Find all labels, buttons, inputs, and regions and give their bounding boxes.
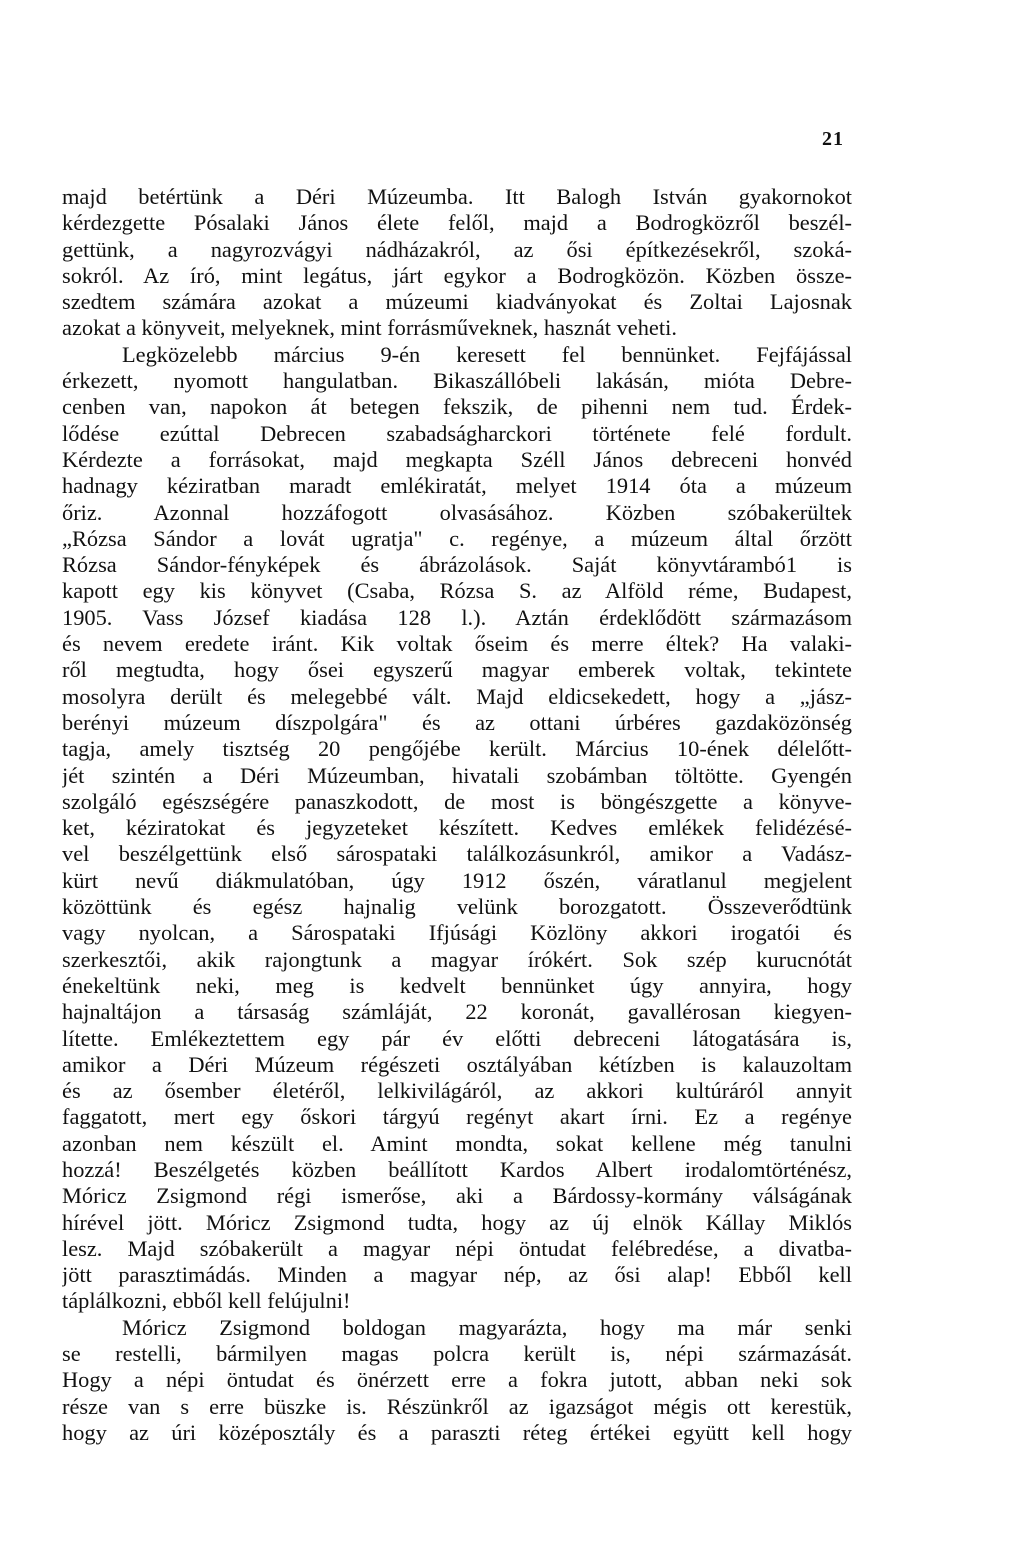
text-line: lesz. Majd szóbakerült a magyar népi öntudat felébredése, a divatba-: [62, 1235, 852, 1261]
text-line: hírével jött. Móricz Zsigmond tudta, hogy az új elnök Kállay Miklós: [62, 1209, 852, 1235]
text-line: ket, kéziratokat és jegyzeteket készített. Kedves emlékek felidézésé-: [62, 815, 852, 841]
text-line: azokat a könyveit, melyeknek, mint forrásműveknek, hasznát veheti.: [62, 315, 677, 341]
body-text: [62, 184, 852, 1446]
text-line: hadnagy kéziratban maradt emlékiratát, melyet 1914 óta a múzeum: [62, 473, 852, 499]
text-line: se restelli, bármilyen magas polcra került is, népi származását.: [62, 1341, 852, 1367]
text-line: amikor a Déri Múzeum régészeti osztályában kétízben is kalauzoltam: [62, 1051, 852, 1077]
text-line: kérdezgette Pósalaki János élete felől, majd a Bodrogközről beszél-: [62, 210, 852, 236]
text-line: 1905. Vass József kiadása 128 l.). Aztán érdeklődött származásom: [62, 604, 852, 630]
text-line: őriz. Azonnal hozzáfogott olvasásához. Közben szóbakerültek: [62, 499, 852, 525]
text-line: szolgáló egészségére panaszkodott, de most is böngészgette a könyve-: [62, 788, 852, 814]
text-line: érkezett, nyomott hangulatban. Bikaszállóbeli lakásán, mióta Debre-: [62, 368, 852, 394]
text-line: kürt nevű diákmulatóban, úgy 1912 őszén, váratlanul megjelent: [62, 867, 852, 893]
text-line: szerkesztői, akik rajongtunk a magyar írókért. Sok szép kurucnótát: [62, 946, 852, 972]
text-line: Legközelebb március 9-én keresett fel bennünket. Fejfájással: [122, 341, 852, 367]
text-line: faggatott, mert egy őskori tárgyú regényt akart írni. Ez a regénye: [62, 1104, 852, 1130]
text-line: sokról. Az író, mint legátus, járt egykor a Bodrogközön. Közben össze-: [62, 262, 852, 288]
text-line: része van s erre büszke is. Részünkről az igazságot mégis ott kerestük,: [62, 1393, 852, 1419]
text-line: „Rózsa Sándor a lovát ugratja" c. regénye, a múzeum által őrzött: [62, 525, 852, 551]
text-line: és az ősember életéről, lelkivilágáról, az akkori kultúráról annyit: [62, 1078, 852, 1104]
text-line: gettünk, a nagyrozvágyi nádházakról, az ősi építkezésekről, szoká-: [62, 236, 852, 262]
text-line: Móricz Zsigmond boldogan magyarázta, hogy ma már senki: [122, 1314, 852, 1340]
text-line: hajnaltájon a társaság számláját, 22 koronát, gavallérosan kiegyen-: [62, 999, 852, 1025]
text-line: tagja, amely tisztség 20 pengőjébe került. Március 10-ének délelőtt-: [62, 736, 852, 762]
text-line: Kérdezte a forrásokat, majd megkapta Széll János debreceni honvéd: [62, 446, 852, 472]
text-line: jött parasztimádás. Minden a magyar nép, az ősi alap! Ebből kell: [62, 1262, 852, 1288]
text-line: majd betértünk a Déri Múzeumba. Itt Balogh István gyakornokot: [62, 184, 852, 209]
text-line: és nevem eredete iránt. Kik voltak őseim és merre éltek? Ha valaki-: [62, 631, 852, 657]
text-line: hozzá! Beszélgetés közben beállított Kardos Albert irodalomtörténész,: [62, 1156, 852, 1182]
text-line: táplálkozni, ebből kell felújulni!: [62, 1288, 351, 1314]
text-line: cenben van, napokon át betegen fekszik, de pihenni nem tud. Érdek-: [62, 394, 852, 420]
text-line: Móricz Zsigmond régi ismerőse, aki a Bárdossy-kormány válságának: [62, 1183, 852, 1209]
text-line: Hogy a népi öntudat és önérzett erre a fokra jutott, abban neki sok: [62, 1367, 852, 1393]
text-line: közöttünk és egész hajnalig velünk borozgatott. Összeverődtünk: [62, 894, 852, 920]
text-line: vagy nyolcan, a Sárospataki Ifjúsági Közlöny akkori irogatói és: [62, 920, 852, 946]
text-line: énekeltünk neki, meg is kedvelt bennünket úgy annyira, hogy: [62, 972, 852, 998]
text-line: kapott egy kis könyvet (Csaba, Rózsa S. az Alföld réme, Budapest,: [62, 578, 852, 604]
text-line: azonban nem készült el. Amint mondta, sokat kellene még tanulni: [62, 1130, 852, 1156]
text-line: szedtem számára azokat a múzeumi kiadványokat és Zoltai Lajosnak: [62, 289, 852, 315]
page-number: 21: [822, 128, 844, 150]
text-line: lítette. Emlékeztettem egy pár év előtti debreceni látogatására is,: [62, 1025, 852, 1051]
text-line: berényi múzeum díszpolgára" és az ottani úrbéres gazdaközönség: [62, 709, 852, 735]
text-line: vel beszélgettünk első sárospataki találkozásunkról, amikor a Vadász-: [62, 841, 852, 867]
text-line: mosolyra derült és melegebbé vált. Majd eldicsekedett, hogy a „jász-: [62, 683, 852, 709]
text-line: hogy az úri középosztály és a paraszti réteg értékei együtt kell hogy: [62, 1419, 852, 1445]
text-line: jét szintén a Déri Múzeumban, hivatali szobámban töltötte. Gyengén: [62, 762, 852, 788]
text-line: lődése ezúttal Debrecen szabadságharckori története felé fordult.: [62, 420, 852, 446]
text-line: Rózsa Sándor-fényképek és ábrázolások. Saját könyvtárambó1 is: [62, 552, 852, 578]
text-line: ről megtudta, hogy ősei egyszerű magyar emberek voltak, tekintete: [62, 657, 852, 683]
